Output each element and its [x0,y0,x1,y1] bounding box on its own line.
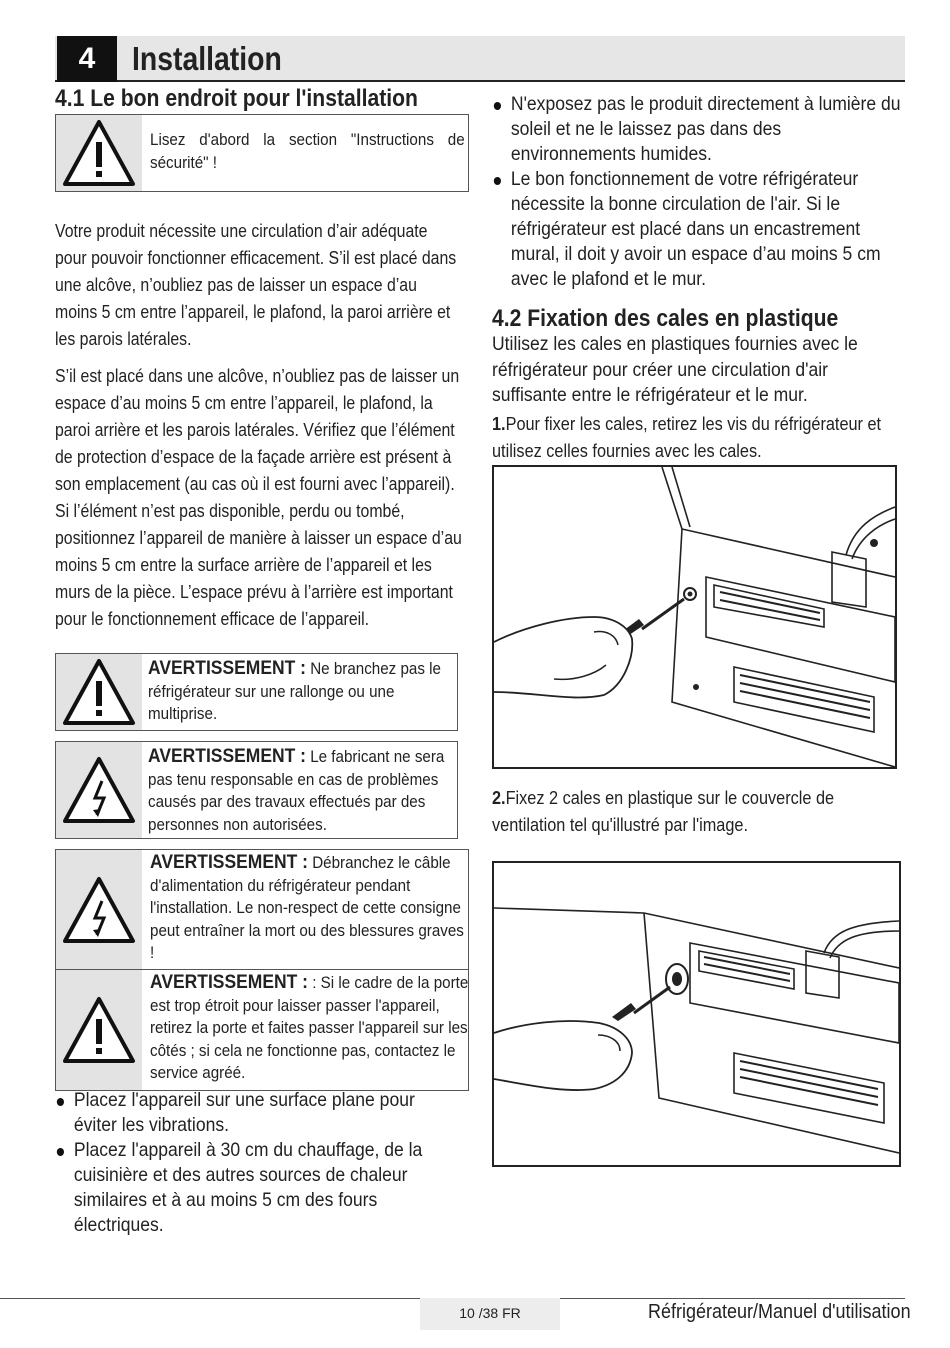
warning-triangle-icon [62,657,136,727]
step-text: Fixez 2 cales en plastique sur le couvercle de ventilation tel qu'illustré par l'image. [492,787,835,835]
warning-text-4 [150,972,468,1085]
illustration-remove-screws [494,467,895,767]
list-item: Le bon fonctionnement de votre réfrigérateur nécessite la bonne circulation de l'air. Si le réfrigérateur est placé dans un encastrement mural, il doit y avoir un espace d’au moins 5 cm avec le plafond et le mur. [492,167,902,292]
warning-body: Débranchez le câble d'alimentation du réfrigérateur pendant l'installation. Le non-respect de cette consigne peut entraîner la mort ou des blessures graves ! [150,854,464,962]
list-item: Placez l'appareil à 30 cm du chauffage, de la cuisinière et des autres sources de chaleur similaires et à au moins 5 cm des fours électriques. [55,1138,451,1238]
section-heading-4-2: 4.2 Fixation des cales en plastique [492,305,839,332]
chapter-title: Installation [132,40,282,77]
illustration-fix-spacers [494,863,899,1165]
warning-triangle-icon [62,995,136,1065]
intro-paragraphs [55,218,462,643]
chapter-number: 4 [57,36,117,82]
warning-label: AVERTISSEMENT : [150,972,308,993]
paragraph-2: S’il est placé dans une alcôve, n’oubliez pas de laisser un espace d’au moins 5 cm entre l’appareil, le plafond, la paroi arrière et les parois latérales. Vérifiez que l’élément de protection d’espace de la façade arrière est présent à son emplacement (au cas où il est fourni avec l’appareil). Si l’élément n’est pas disponible, perdu ou tombé, positionnez l’appareil de manière à laisser un espace d’au moins 5 cm entre la surface arrière de l’appareil et les murs de la pièce. L’espace prévu à l’arrière est important pour le fonctionnement efficace de l’appareil. [55,366,462,629]
warning-text-2 [148,746,455,836]
safety-note-box [55,114,469,192]
list-item: N'exposez pas le produit directement à lumière du soleil et ne le laissez pas dans des environnements humides. [492,92,902,167]
warning-icon-panel [56,850,142,970]
warning-triangle-icon [62,118,136,188]
paragraph-1: Votre produit nécessite une circulation d’air adéquate pour pouvoir fonctionner efficacement. S’il est placé dans une alcôve, n’oubliez pas de laisser un espace d’au moins 5 cm entre l’appareil, le plafond, la paroi arrière et les parois latérales. [55,221,457,349]
list-item: Placez l'appareil sur une surface plane pour éviter les vibrations. [55,1088,451,1138]
warning-box-4 [55,969,469,1091]
warning-box-2 [55,741,458,839]
right-bullet-list [492,92,902,292]
warning-box-1 [55,653,458,731]
step-1 [492,410,895,464]
step-number: 2. [492,787,506,808]
figure-fix-spacers [492,861,901,1167]
figure-remove-screws [492,465,897,769]
step-text: Pour fixer les cales, retirez les vis du réfrigérateur et utilisez celles fournies avec les cales. [492,413,882,461]
warning-label: AVERTISSEMENT : [148,746,306,767]
warning-icon-panel [56,970,142,1090]
safety-note-text: Lisez d'abord la section "Instructions de sécurité" ! [150,131,465,172]
section-4-2-intro: Utilisez les cales en plastiques fournies avec le réfrigérateur pour créer une circulation d'air suffisante entre le réfrigérateur et le mur. [492,333,858,406]
electric-hazard-icon [62,755,136,825]
warning-body: Le fabricant ne sera pas tenu responsable en cas de problèmes causés par des travaux effectués par des personnes non autorisées. [148,748,445,834]
warning-label: AVERTISSEMENT : [150,852,308,873]
warning-body: : Si le cadre de la porte est trop étroit pour laisser passer l'appareil, retirez la porte et faites passer l'appareil sur les côtés ; si cela ne fonctionne pas, contactez le service agréé. [150,974,469,1082]
document-title: Réfrigérateur/Manuel d'utilisation [648,1301,911,1323]
left-bullet-list [55,1088,451,1238]
warning-box-3 [55,849,469,971]
warning-text-1 [148,658,452,726]
warning-body: Ne branchez pas le réfrigérateur sur une rallonge ou une multiprise. [148,660,442,723]
page-number: 10 /38 FR [420,1298,560,1330]
warning-text-3 [150,852,468,965]
warning-label: AVERTISSEMENT : [148,658,306,679]
step-number: 1. [492,413,506,434]
safety-note-icon-panel [56,115,142,191]
warning-icon-panel [56,654,142,730]
step-2 [492,784,895,838]
section-heading-4-1: 4.1 Le bon endroit pour l'installation [55,85,418,112]
warning-icon-panel [56,742,142,838]
electric-hazard-icon [62,875,136,945]
